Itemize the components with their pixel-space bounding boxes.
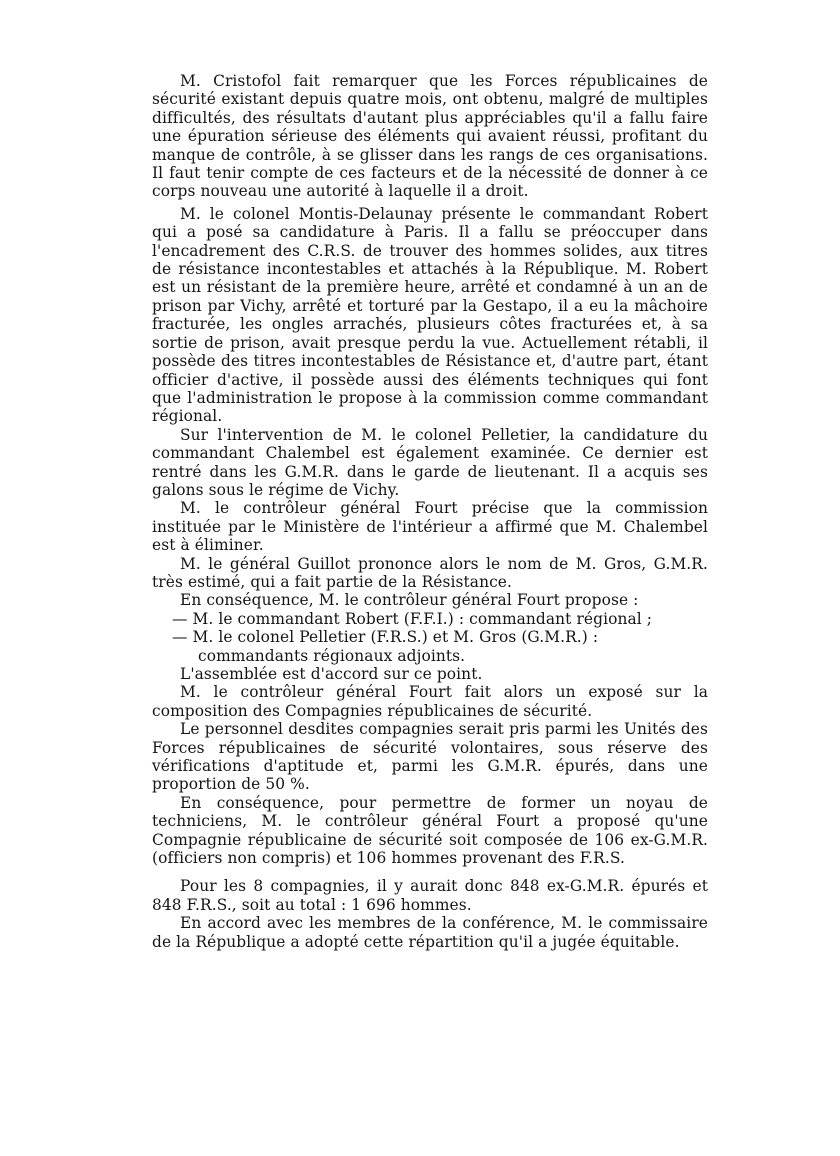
paragraph-composition: M. le contrôleur général Fourt fait alors un exposé sur la composition des Compagnies républicaines de sécurité. bbox=[152, 683, 708, 720]
paragraph-conclusion: En accord avec les membres de la conférence, M. le commissaire de la République a adopté cette répartition qu'il a jugée équitable. bbox=[152, 914, 708, 951]
paragraph-fourt-commission: M. le contrôleur général Fourt précise que la commission instituée par le Ministère de l'intérieur a affirmé que M. Chalembel est à éliminer. bbox=[152, 499, 708, 555]
paragraph-montis-delaunay: M. le colonel Montis-Delaunay présente le commandant Robert qui a posé sa candidature à Paris. Il a fallu se préoccuper dans l'encadrement des C.R.S. de trouver des hommes solides, aux titres de résistance incontestables et attachés à la République. M. Robert est un résistant de la première heure, arrêté et condamné à un an de prison par Vichy, arrêté et torturé par la Gestapo, il a eu la mâchoire fracturée, les ongles arrachés, plusieurs côtes fracturées et, à sa sortie de prison, avait presque perdu la vue. Actuellement rétabli, il possède des titres incontestables de Résistance et, d'autre part, étant officier d'active, il possède aussi des éléments techniques qui font que l'administration le propose à la commission comme commandant régional. bbox=[152, 204, 708, 426]
paragraph-guillot: M. le général Guillot prononce alors le nom de M. Gros, G.M.R. très estimé, qui a fait partie de la Résistance. bbox=[152, 554, 708, 591]
list-item-pelletier-gros bbox=[152, 628, 708, 665]
paragraph-proposal-intro: En conséquence, M. le contrôleur général Fourt propose : bbox=[180, 591, 639, 610]
paragraph-personnel: Le personnel desdites compagnies serait pris parmi les Unités des Forces républicaines de sécurité volontaires, sous réserve des vérifications d'aptitude et, parmi les G.M.R. épurés, dans une proportion de 50 %. bbox=[152, 720, 708, 794]
paragraph-agreement: L'assemblée est d'accord sur ce point. bbox=[180, 665, 483, 683]
paragraph-pelletier: Sur l'intervention de M. le colonel Pelletier, la candidature du commandant Chalembel est également examinée. Ce dernier est rentré dans les G.M.R. dans le garde de lieutenant. Il a acquis ses galons sous le régime de Vichy. bbox=[152, 425, 708, 499]
paragraph-totals: Pour les 8 compagnies, il y aurait donc 848 ex-G.M.R. épurés et 848 F.R.S., soit au total : 1 696 hommes. bbox=[152, 877, 708, 914]
list-item-pelletier-gros-line: — M. le colonel Pelletier (F.R.S.) et M. Gros (G.M.R.) : bbox=[172, 628, 599, 647]
paragraph-technicians: En conséquence, pour permettre de former un noyau de techniciens, M. le contrôleur général Fourt a proposé qu'une Compagnie républicaine de sécurité soit composée de 106 ex-G.M.R. (officiers non compris) et 106 hommes provenant des F.R.S. bbox=[152, 793, 708, 868]
list-item-robert: — M. le commandant Robert (F.F.I.) : commandant régional ; bbox=[172, 609, 653, 628]
paragraph-cristofol: M. Cristofol fait remarquer que les Forces républicaines de sécurité existant depuis quatre mois, ont obtenu, malgré de multiples difficultés, des résultats d'autant plus appréciables qu'il a fallu faire une épuration sérieuse des éléments qui avaient réussi, profitant du manque de contrôle, à se glisser dans les rangs de ces organisations. Il faut tenir compte de ces facteurs et de la nécessité de donner à ce corps nouveau une autorité à laquelle il a droit. bbox=[152, 72, 708, 201]
document-body bbox=[152, 72, 708, 951]
list-item-pelletier-gros-continuation: commandants régionaux adjoints. bbox=[198, 646, 466, 665]
